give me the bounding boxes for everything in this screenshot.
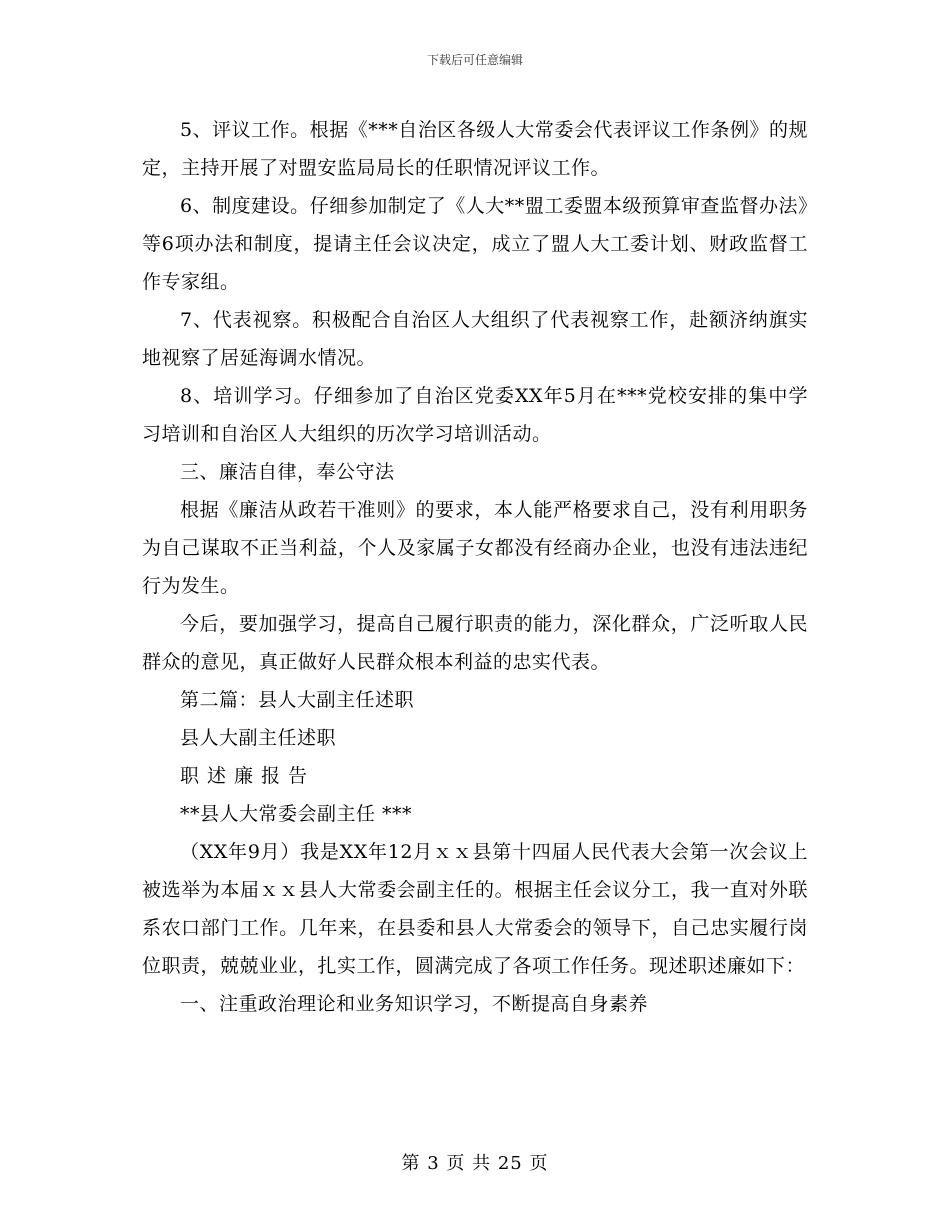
report-title: 县人大副主任述职 xyxy=(180,727,337,749)
paragraph-introduction: （XX年9月）我是XX年12月ｘｘ县第十四届人民代表大会第一次会议上被选举为本届ｘｘ县人大常委会副主任的。根据主任会议分工，我一直对外联系农口部门工作。几年来，在县委和县人大常委会的领导下，自己忠实履行岗位职责，兢兢业业，扎实工作，圆满完成了各项工作任务。现述职述廉如下： xyxy=(142,841,808,977)
page-header-note: 下载后可任意编辑 xyxy=(426,53,523,67)
chapter-title: 第二篇：县人大副主任述职 xyxy=(180,689,415,711)
paragraph-future-plans: 今后，要加强学习，提高自己履行职责的能力，深化群众，广泛听取人民群众的意见，真正做好人民群众根本利益的忠实代表。 xyxy=(142,613,808,673)
section-heading-study: 一、注重政治理论和业务知识学习，不断提高自身素养 xyxy=(180,993,649,1015)
paragraph-system-building: 6、制度建设。仔细参加制定了《人大**盟工委盟本级预算审查监督办法》等6项办法和制度，提请主任会议决定，成立了盟人大工委计划、财政监督工作专家组。 xyxy=(142,195,808,293)
report-subtitle: 职述廉报告 xyxy=(180,765,316,787)
section-heading-integrity: 三、廉洁自律，奉公守法 xyxy=(180,461,395,483)
paragraph-appraisal-work: 5、评议工作。根据《***自治区各级人大常委会代表评议工作条例》的规定，主持开展了对盟安监局局长的任职情况评议工作。 xyxy=(142,119,808,179)
page-number: 第 3 页 共 25 页 xyxy=(401,1153,549,1174)
paragraph-training-study: 8、培训学习。仔细参加了自治区党委XX年5月在***党校安排的集中学习培训和自治区人大组织的历次学习培训活动。 xyxy=(142,385,808,445)
paragraph-deputy-inspection: 7、代表视察。积极配合自治区人大组织了代表视察工作，赴额济纳旗实地视察了居延海调水情况。 xyxy=(142,309,808,369)
document-body xyxy=(142,111,808,1023)
report-author: **县人大常委会副主任 *** xyxy=(180,803,413,825)
paragraph-integrity-rules: 根据《廉洁从政若干准则》的要求，本人能严格要求自己，没有利用职务为自己谋取不正当利益，个人及家属子女都没有经商办企业，也没有违法违纪行为发生。 xyxy=(142,499,808,597)
